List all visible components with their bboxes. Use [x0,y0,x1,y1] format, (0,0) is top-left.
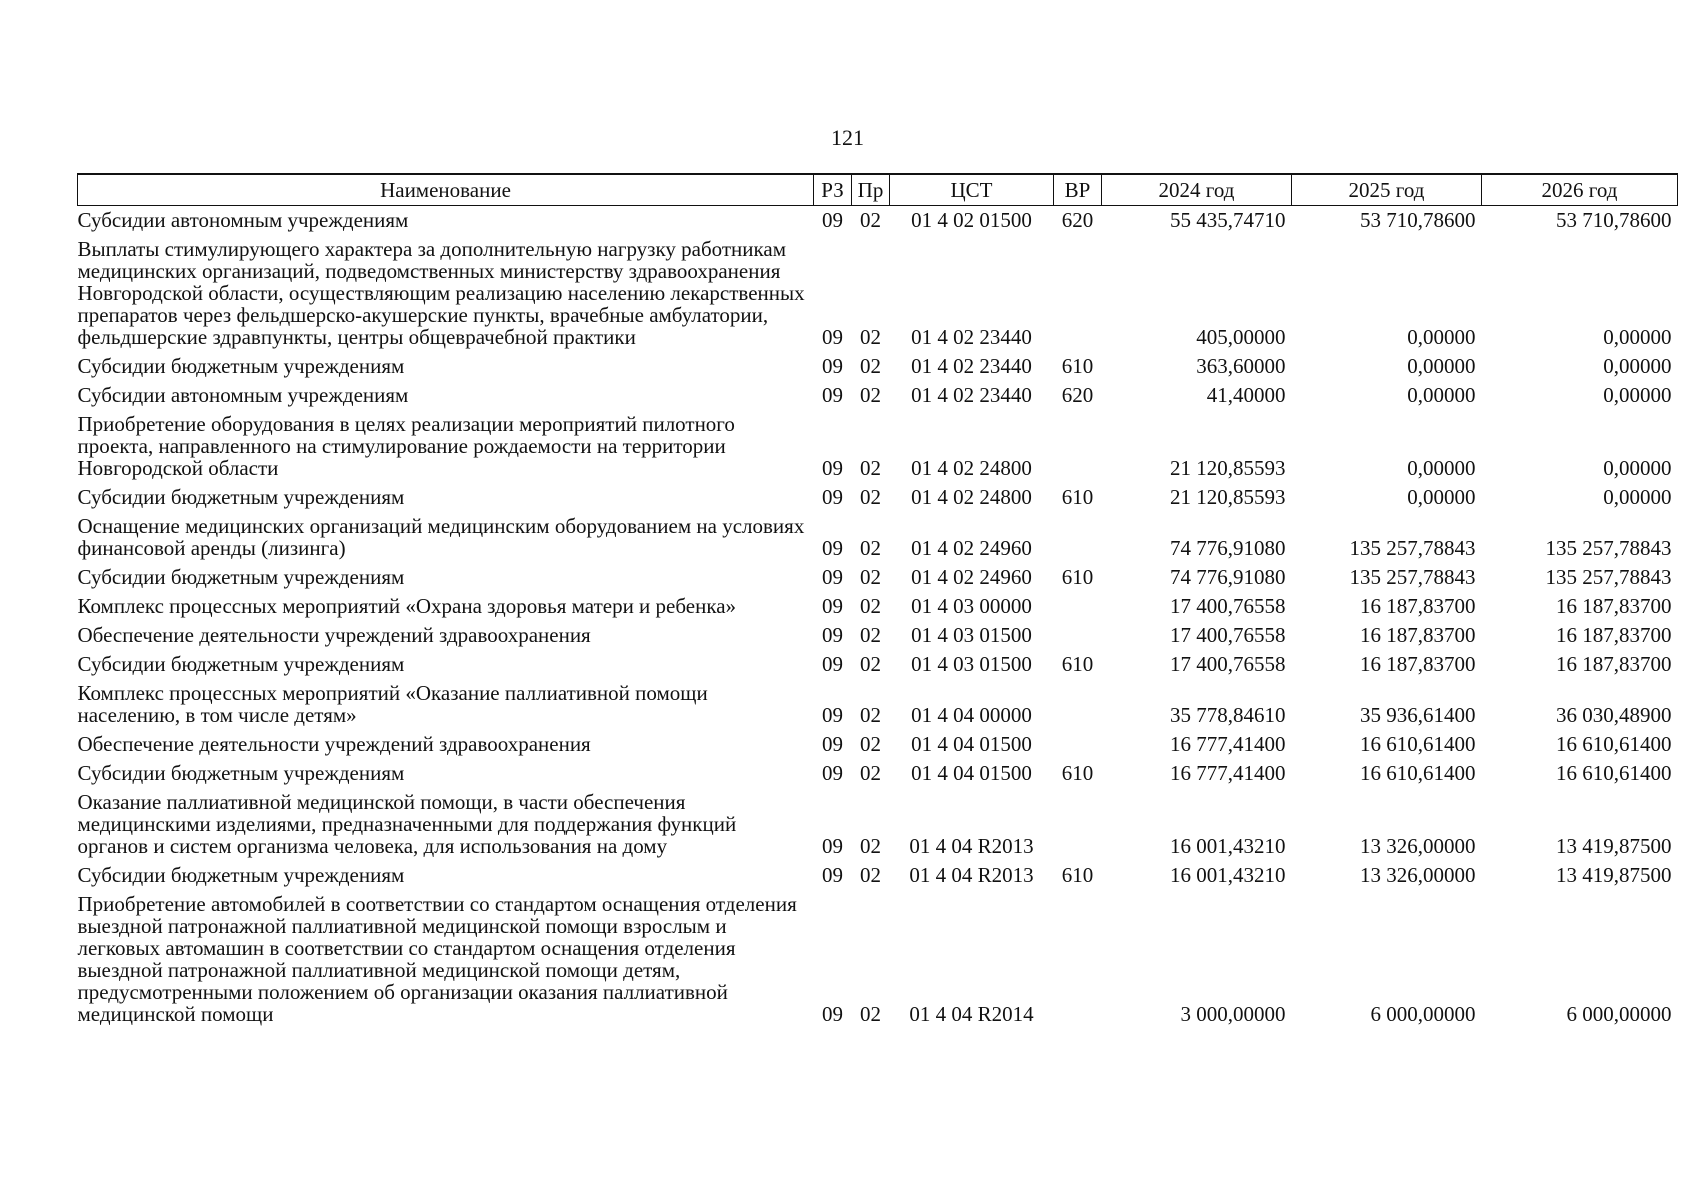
header-2025: 2025 год [1292,174,1482,206]
row-2024: 74 776,91080 [1170,536,1286,560]
row-2026: 0,00000 [1603,456,1672,480]
row-cst: 01 4 04 R2014 [909,1002,1034,1026]
row-2025: 0,00000 [1407,325,1476,349]
row-2025: 135 257,78843 [1349,565,1476,589]
row-vr: 610 [1061,652,1094,676]
row-vr [1054,788,1102,861]
row-name: Комплекс процессных мероприятий «Оказание паллиативной помощи населению, в том числе детям» [77,681,708,727]
table-row [78,861,1678,890]
row-name: Субсидии бюджетным учреждениям [77,485,405,509]
table-body [78,206,1678,1030]
row-rz: 09 [822,536,843,560]
row-2025: 0,00000 [1407,383,1476,407]
table-row [78,410,1678,483]
row-rz: 09 [822,325,843,349]
row-rz: 09 [822,565,843,589]
table-row [78,788,1678,861]
row-name: Обеспечение деятельности учреждений здравоохранения [77,732,591,756]
row-vr: 610 [1061,863,1094,887]
row-rz: 09 [822,485,843,509]
row-2024: 17 400,76558 [1170,652,1286,676]
row-2025: 53 710,78600 [1360,208,1476,232]
row-2026: 16 610,61400 [1556,732,1672,756]
table-row [78,483,1678,512]
row-2024: 16 001,43210 [1170,863,1286,887]
row-vr [1054,592,1102,621]
row-pr: 02 [860,761,881,785]
row-name: Приобретение оборудования в целях реализации мероприятий пилотного проекта, направленного на стимулирование рождаемости на территории Новгородской области [77,412,735,480]
table-row [78,759,1678,788]
row-2024: 55 435,74710 [1170,208,1286,232]
row-vr: 620 [1061,383,1094,407]
row-2025: 35 936,61400 [1360,703,1476,727]
row-2025: 16 610,61400 [1360,761,1476,785]
table-row [78,235,1678,352]
table-row [78,563,1678,592]
row-cst: 01 4 03 01500 [911,623,1032,647]
row-cst: 01 4 02 01500 [911,208,1032,232]
row-2025: 13 326,00000 [1360,863,1476,887]
row-2026: 0,00000 [1603,485,1672,509]
row-2026: 53 710,78600 [1556,208,1672,232]
row-pr: 02 [860,594,881,618]
row-2026: 16 610,61400 [1556,761,1672,785]
row-pr: 02 [860,208,881,232]
row-2026: 6 000,00000 [1566,1002,1672,1026]
row-cst: 01 4 02 24800 [911,485,1032,509]
table-row [78,592,1678,621]
row-cst: 01 4 03 01500 [911,652,1032,676]
row-2026: 13 419,87500 [1556,834,1672,858]
row-rz: 09 [822,761,843,785]
row-cst: 01 4 02 24960 [911,565,1032,589]
row-pr: 02 [860,834,881,858]
table-row [78,352,1678,381]
row-2024: 16 001,43210 [1170,834,1286,858]
row-2024: 16 777,41400 [1170,732,1286,756]
row-name: Выплаты стимулирующего характера за дополнительную нагрузку работникам медицинских организаций, подведомственных министерству здравоохранения Новгородской области, осуществляющим реализацию населению лекарственных препаратов через фельдшерско-акушерские пункты, врачебные амбулатории, фельдшерские здравпункты, центры общеврачебной практики [77,237,805,349]
table-row [78,650,1678,679]
row-2026: 135 257,78843 [1545,565,1672,589]
row-2026: 0,00000 [1603,354,1672,378]
row-name: Приобретение автомобилей в соответствии со стандартом оснащения отделения выездной патронажной паллиативной медицинской помощи взрослым и легковых автомашин в соответствии со стандартом оснащения отделения выездной патронажной паллиативной медицинской помощи детям, предусмотренными положением об организации оказания паллиативной медицинской помощи [77,892,797,1026]
row-2025: 16 610,61400 [1360,732,1476,756]
row-vr [1054,890,1102,1029]
row-pr: 02 [860,485,881,509]
row-rz: 09 [822,1002,843,1026]
row-cst: 01 4 02 24800 [911,456,1032,480]
header-rz: РЗ [814,174,852,206]
row-rz: 09 [822,623,843,647]
header-2026: 2026 год [1482,174,1678,206]
row-name: Обеспечение деятельности учреждений здравоохранения [77,623,591,647]
row-cst: 01 4 04 R2013 [909,863,1034,887]
row-2024: 3 000,00000 [1180,1002,1286,1026]
row-2024: 74 776,91080 [1170,565,1286,589]
row-cst: 01 4 02 23440 [911,354,1032,378]
row-pr: 02 [860,1002,881,1026]
header-2024: 2024 год [1102,174,1292,206]
table-row [78,512,1678,563]
row-vr: 610 [1061,565,1094,589]
table-row [78,890,1678,1029]
page-number: 121 [831,125,864,150]
row-vr [1054,730,1102,759]
row-rz: 09 [822,456,843,480]
row-cst: 01 4 04 01500 [911,761,1032,785]
row-rz: 09 [822,208,843,232]
row-rz: 09 [822,594,843,618]
row-name: Оснащение медицинских организаций медицинским оборудованием на условиях финансовой аренды (лизинга) [77,514,805,560]
row-name: Субсидии бюджетным учреждениям [77,565,405,589]
row-rz: 09 [822,732,843,756]
row-2025: 0,00000 [1407,354,1476,378]
row-2024: 16 777,41400 [1170,761,1286,785]
row-cst: 01 4 02 23440 [911,383,1032,407]
row-2026: 36 030,48900 [1556,703,1672,727]
row-rz: 09 [822,703,843,727]
row-2024: 35 778,84610 [1170,703,1286,727]
row-name: Субсидии бюджетным учреждениям [77,863,405,887]
row-2025: 16 187,83700 [1360,594,1476,618]
row-pr: 02 [860,536,881,560]
row-pr: 02 [860,623,881,647]
row-name: Комплекс процессных мероприятий «Охрана здоровья матери и ребенка» [77,594,737,618]
row-name: Субсидии бюджетным учреждениям [77,354,405,378]
row-name: Субсидии бюджетным учреждениям [77,652,405,676]
header-pr: Пр [852,174,890,206]
row-vr: 610 [1061,485,1094,509]
row-vr [1054,621,1102,650]
table-row [78,206,1678,236]
row-name: Оказание паллиативной медицинской помощи, в части обеспечения медицинскими изделиями, предназначенными для поддержания функций органов и систем организма человека, для использования на дому [77,790,737,858]
row-pr: 02 [860,456,881,480]
row-cst: 01 4 02 24960 [911,536,1032,560]
table-row [78,381,1678,410]
row-vr [1054,679,1102,730]
row-vr [1054,512,1102,563]
row-2026: 13 419,87500 [1556,863,1672,887]
row-cst: 01 4 04 01500 [911,732,1032,756]
header-cst: ЦСТ [890,174,1054,206]
row-vr: 610 [1061,354,1094,378]
row-vr [1054,410,1102,483]
row-rz: 09 [822,863,843,887]
table-row [78,730,1678,759]
row-2025: 0,00000 [1407,456,1476,480]
row-2024: 17 400,76558 [1170,623,1286,647]
table-row [78,679,1678,730]
row-name: Субсидии бюджетным учреждениям [77,761,405,785]
row-2026: 135 257,78843 [1545,536,1672,560]
row-pr: 02 [860,863,881,887]
row-2026: 0,00000 [1603,383,1672,407]
row-2024: 405,00000 [1196,325,1286,349]
table-header [78,174,1678,206]
budget-table [77,173,1678,1029]
row-2025: 135 257,78843 [1349,536,1476,560]
row-pr: 02 [860,383,881,407]
row-2025: 6 000,00000 [1370,1002,1476,1026]
table-row [78,621,1678,650]
row-name: Субсидии автономным учреждениям [77,383,409,407]
row-2024: 41,40000 [1206,383,1286,407]
row-rz: 09 [822,652,843,676]
row-2026: 16 187,83700 [1556,623,1672,647]
row-name: Субсидии автономным учреждениям [77,208,409,232]
row-pr: 02 [860,732,881,756]
row-cst: 01 4 02 23440 [911,325,1032,349]
row-2024: 17 400,76558 [1170,594,1286,618]
row-vr [1054,235,1102,352]
row-2025: 16 187,83700 [1360,623,1476,647]
row-2025: 13 326,00000 [1360,834,1476,858]
row-pr: 02 [860,325,881,349]
row-cst: 01 4 03 00000 [911,594,1032,618]
row-rz: 09 [822,834,843,858]
row-2025: 16 187,83700 [1360,652,1476,676]
row-cst: 01 4 04 00000 [911,703,1032,727]
row-2026: 16 187,83700 [1556,652,1672,676]
row-2026: 0,00000 [1603,325,1672,349]
row-vr: 620 [1061,208,1094,232]
row-rz: 09 [822,354,843,378]
row-pr: 02 [860,354,881,378]
row-2026: 16 187,83700 [1556,594,1672,618]
row-2024: 21 120,85593 [1170,485,1286,509]
header-vr: ВР [1054,174,1102,206]
row-rz: 09 [822,383,843,407]
header-name: Наименование [78,174,814,206]
row-pr: 02 [860,703,881,727]
row-2025: 0,00000 [1407,485,1476,509]
row-2024: 363,60000 [1196,354,1286,378]
row-cst: 01 4 04 R2013 [909,834,1034,858]
row-2024: 21 120,85593 [1170,456,1286,480]
row-vr: 610 [1061,761,1094,785]
row-pr: 02 [860,565,881,589]
row-pr: 02 [860,652,881,676]
